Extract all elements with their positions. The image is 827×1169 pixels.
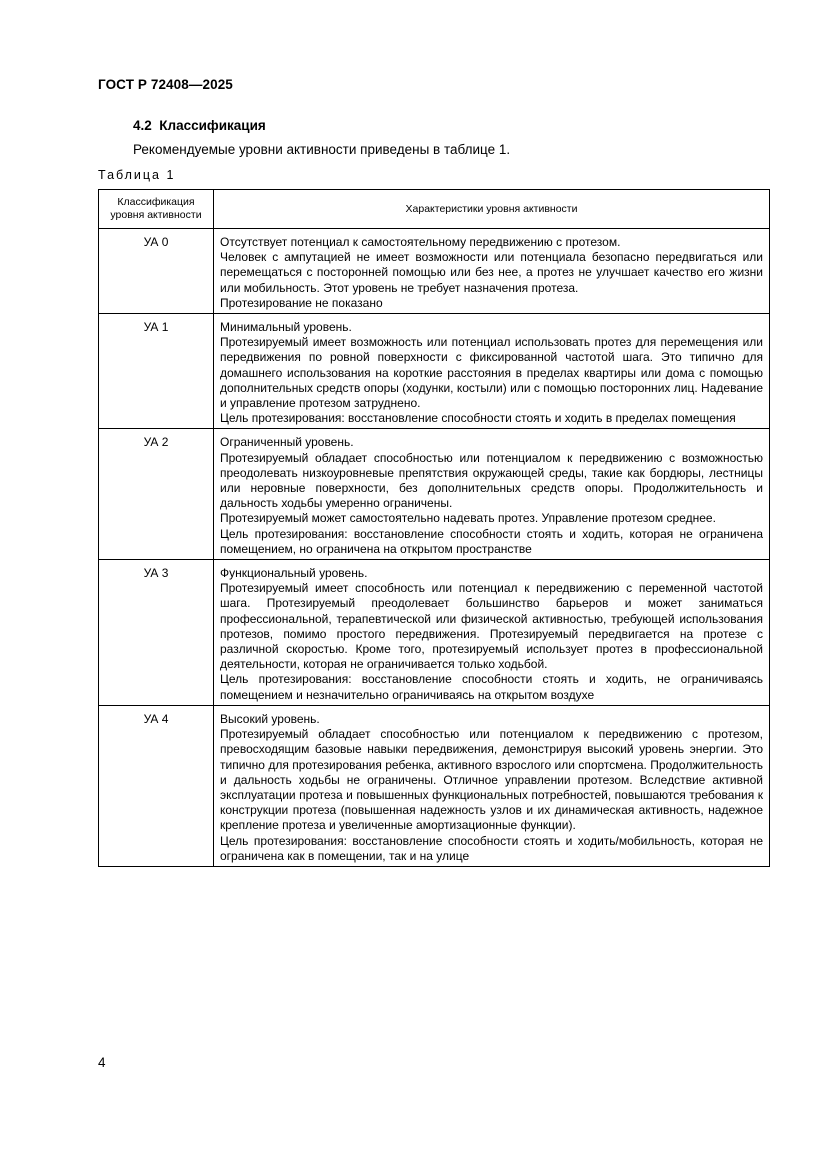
level-description — [214, 560, 770, 706]
level-description — [214, 705, 770, 866]
document-code: ГОСТ Р 72408—2025 — [98, 77, 233, 92]
table-row — [99, 314, 770, 429]
table-row — [99, 560, 770, 706]
table-header-row — [99, 190, 770, 229]
activity-levels-table — [98, 189, 770, 867]
description-line: Протезируемый имеет способность или потенциал к передвижению с переменной частотой шага. Протезируемый преодолевает большинство барьеров и может заниматься профессиональной, терапевтической или физической активностью, требующей использования протезов, помимо простого передвижения. Протезируемый передвигается на протезе с различной скоростью. Кроме того, протезируемый использует протез в профессиональной деятельности, которая не ограничивается только ходьбой. — [220, 581, 763, 672]
header-characteristics: Характеристики уровня активности — [214, 190, 770, 229]
level-description — [214, 229, 770, 314]
description-line: Минимальный уровень. — [220, 320, 352, 335]
level-description — [214, 429, 770, 560]
description-line: Отсутствует потенциал к самостоятельному передвижению с протезом. — [220, 235, 621, 249]
description-line: Протезируемый обладает способностью или потенциалом к передвижению с возможностью преодолевать низкоуровневые препятствия окружающей среды, такие как бордюры, лестницы или неровные поверхности, без дополнительных средств опоры. Продолжительность и дальность ходьбы умеренно ограничены. — [220, 450, 763, 511]
table-caption: Таблица 1 — [98, 168, 176, 182]
description-line: Протезируемый обладает способностью или потенциалом к передвижению с протезом, превосходящим базовые навыки передвижения, демонстрируя высокий уровень энергии. Это типично для протезирования ребенка, активного взрослого или спортсмена. Продолжительность и дальность ходьбы не ограничены. Отличное управлении протезом. Вследствие активной эксплуатации протеза и повышенных функциональных потребностей, повышаются требования к конструкции протеза (повышенная надежность узлов и их динамическая активность, надежное крепление протеза и увеличенные амортизационные функции). — [220, 727, 763, 833]
level-code: УА 3 — [99, 560, 214, 706]
intro-paragraph: Рекомендуемые уровни активности приведены в таблице 1. — [133, 142, 511, 157]
description-line: Ограниченный уровень. — [220, 435, 354, 450]
description-line: Цель протезирования: восстановление способности стоять и ходить, не ограничиваясь помещением и незначительно ограничиваясь на открытом воздухе — [220, 672, 763, 702]
level-description — [214, 314, 770, 429]
description-line: Высокий уровень. — [220, 711, 320, 726]
table-body — [99, 229, 770, 867]
page-number: 4 — [98, 1055, 106, 1070]
level-code: УА 4 — [99, 705, 214, 866]
table-row — [99, 705, 770, 866]
description-line: Цель протезирования: восстановление способности стоять и ходить/мобильность, которая не ограничена как в помещении, так и на улице — [220, 833, 763, 863]
description-line: Протезируемый может самостоятельно надевать протез. Управление протезом среднее. — [220, 511, 716, 526]
description-line: Человек с ампутацией не имеет возможности или потенциала безопасно передвигаться или перемещаться с посторонней помощью или без нее, а протез не улучшает качество его жизни или мобильность. Этот уровень не требует назначения протеза. — [220, 250, 763, 295]
table-row — [99, 229, 770, 314]
level-code: УА 0 — [99, 229, 214, 314]
description-line: Цель протезирования: восстановление способности стоять и ходить, которая не ограничена помещением, но ограничена на открытом пространстве — [220, 526, 763, 556]
description-line: Протезируемый имеет возможность или потенциал использовать протез для перемещения или передвижения по ровной поверхности с фиксированной частотой шага. Это типично для домашнего использования на короткие расстояния в пределах квартиры или дома с помощью дополнительных средств опоры (ходунки, костыли) или с помощью посторонних лиц. Надевание и управление протезом затруднено. — [220, 335, 763, 411]
level-code: УА 1 — [99, 314, 214, 429]
section-heading: 4.2 Классификация — [133, 118, 266, 133]
description-line: Функциональный уровень. — [220, 566, 368, 581]
description-line: Цель протезирования: восстановление способности стоять и ходить в пределах помещения — [220, 411, 736, 426]
description-line: Протезирование не показано — [220, 295, 383, 310]
table-row — [99, 429, 770, 560]
header-classification: Классификация уровня активности — [99, 190, 214, 229]
level-code: УА 2 — [99, 429, 214, 560]
